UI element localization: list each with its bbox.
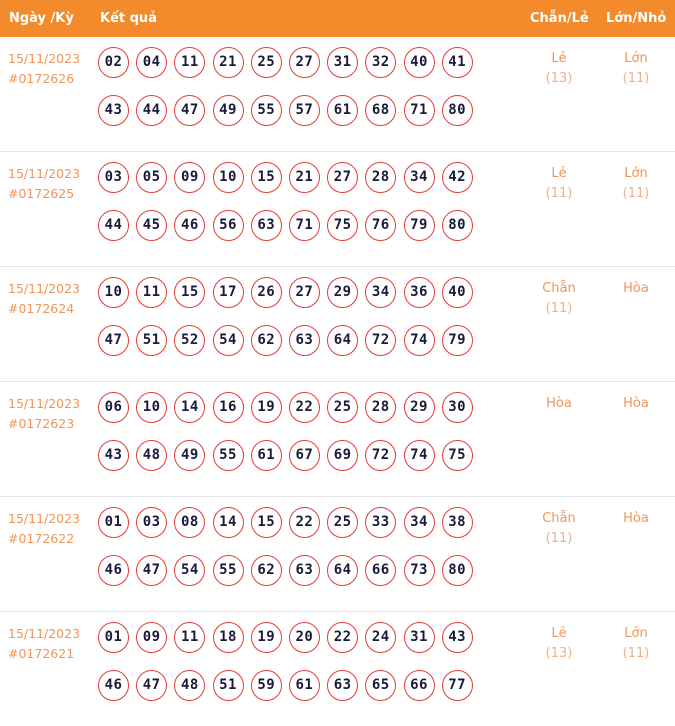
number-ball: 54: [174, 555, 205, 586]
number-ball: 75: [442, 440, 473, 471]
number-ball: 47: [174, 95, 205, 126]
number-ball: 61: [327, 95, 358, 126]
draw-date: 15/11/2023: [8, 51, 81, 66]
number-ball: 29: [404, 392, 435, 423]
number-ball: 14: [174, 392, 205, 423]
number-ball: 63: [251, 210, 282, 241]
chan-le-count: (11): [545, 186, 573, 201]
number-ball: 67: [289, 440, 320, 471]
number-ball: 51: [136, 325, 167, 356]
header-chan-le: Chẵn/Lẻ: [530, 11, 589, 26]
number-ball: 01: [98, 622, 129, 653]
chan-le-result: Lẻ: [551, 51, 567, 66]
table-body: [0, 37, 675, 726]
number-ball: 80: [442, 210, 473, 241]
number-ball: 15: [174, 277, 205, 308]
number-ball: 57: [289, 95, 320, 126]
number-ball: 29: [327, 277, 358, 308]
number-ball: 43: [442, 622, 473, 653]
chan-le-cell: [528, 394, 590, 414]
number-ball: 75: [327, 210, 358, 241]
number-ball: 74: [404, 325, 435, 356]
number-balls: [98, 507, 488, 603]
number-ball: 04: [136, 47, 167, 78]
lon-nho-result: Lớn: [624, 626, 648, 641]
lon-nho-cell: [606, 624, 666, 664]
number-ball: 64: [327, 555, 358, 586]
number-ball: 26: [251, 277, 282, 308]
table-header: [0, 0, 675, 37]
number-ball: 62: [251, 325, 282, 356]
number-ball: 74: [404, 440, 435, 471]
number-ball: 64: [327, 325, 358, 356]
number-balls: [98, 162, 488, 258]
draw-id: #0172626: [8, 71, 75, 86]
number-ball: 62: [251, 555, 282, 586]
number-ball: 63: [327, 670, 358, 701]
number-ball: 30: [442, 392, 473, 423]
number-ball: 49: [213, 95, 244, 126]
lon-nho-cell: [606, 394, 666, 414]
draw-info: [8, 624, 80, 664]
number-ball: 55: [213, 555, 244, 586]
number-ball: 69: [327, 440, 358, 471]
chan-le-cell: [528, 624, 590, 664]
number-ball: 41: [442, 47, 473, 78]
number-ball: 21: [289, 162, 320, 193]
number-ball: 11: [174, 622, 205, 653]
number-ball: 10: [136, 392, 167, 423]
draw-id: #0172621: [8, 646, 75, 661]
draw-info: [8, 49, 80, 89]
chan-le-cell: [528, 49, 590, 89]
number-ball: 66: [365, 555, 396, 586]
chan-le-cell: [528, 164, 590, 204]
number-ball: 71: [289, 210, 320, 241]
lon-nho-count: (11): [622, 646, 650, 661]
number-ball: 43: [98, 95, 129, 126]
number-ball: 54: [213, 325, 244, 356]
number-ball: 46: [98, 670, 129, 701]
lon-nho-cell: [606, 164, 666, 204]
chan-le-result: Chẵn: [542, 511, 576, 526]
number-ball: 52: [174, 325, 205, 356]
draw-info: [8, 279, 80, 319]
table-row: [0, 497, 675, 612]
chan-le-count: (11): [545, 301, 573, 316]
number-ball: 43: [98, 440, 129, 471]
table-row: [0, 267, 675, 382]
chan-le-result: Lẻ: [551, 166, 567, 181]
number-ball: 09: [136, 622, 167, 653]
number-ball: 05: [136, 162, 167, 193]
number-ball: 55: [251, 95, 282, 126]
number-ball: 34: [404, 162, 435, 193]
number-ball: 44: [136, 95, 167, 126]
number-ball: 45: [136, 210, 167, 241]
number-ball: 68: [365, 95, 396, 126]
number-ball: 61: [251, 440, 282, 471]
number-ball: 55: [213, 440, 244, 471]
number-ball: 19: [251, 392, 282, 423]
number-ball: 25: [251, 47, 282, 78]
number-ball: 27: [289, 277, 320, 308]
number-ball: 18: [213, 622, 244, 653]
lon-nho-result: Lớn: [624, 51, 648, 66]
lon-nho-result: Hòa: [623, 511, 649, 526]
number-ball: 59: [251, 670, 282, 701]
header-date: Ngày /Kỳ: [9, 11, 74, 26]
chan-le-cell: [528, 279, 590, 319]
number-ball: 22: [289, 507, 320, 538]
number-ball: 14: [213, 507, 244, 538]
number-ball: 27: [327, 162, 358, 193]
number-ball: 10: [98, 277, 129, 308]
number-ball: 11: [174, 47, 205, 78]
number-ball: 03: [136, 507, 167, 538]
number-ball: 21: [213, 47, 244, 78]
number-ball: 36: [404, 277, 435, 308]
draw-date: 15/11/2023: [8, 511, 81, 526]
number-ball: 27: [289, 47, 320, 78]
number-ball: 17: [213, 277, 244, 308]
lon-nho-result: Hòa: [623, 396, 649, 411]
number-balls: [98, 622, 488, 718]
lon-nho-cell: [606, 279, 666, 299]
number-ball: 11: [136, 277, 167, 308]
header-lon-nho: Lớn/Nhỏ: [606, 11, 667, 26]
chan-le-cell: [528, 509, 590, 549]
number-ball: 31: [327, 47, 358, 78]
lon-nho-result: Hòa: [623, 281, 649, 296]
number-ball: 15: [251, 507, 282, 538]
chan-le-result: Lẻ: [551, 626, 567, 641]
number-ball: 34: [365, 277, 396, 308]
draw-id: #0172624: [8, 301, 75, 316]
number-ball: 16: [213, 392, 244, 423]
draw-id: #0172623: [8, 416, 75, 431]
number-ball: 15: [251, 162, 282, 193]
number-ball: 73: [404, 555, 435, 586]
number-ball: 34: [404, 507, 435, 538]
table-row: [0, 152, 675, 267]
number-ball: 28: [365, 162, 396, 193]
number-ball: 19: [251, 622, 282, 653]
draw-date: 15/11/2023: [8, 396, 81, 411]
number-ball: 61: [289, 670, 320, 701]
number-ball: 80: [442, 555, 473, 586]
number-ball: 72: [365, 440, 396, 471]
number-ball: 03: [98, 162, 129, 193]
number-ball: 63: [289, 555, 320, 586]
number-ball: 65: [365, 670, 396, 701]
number-ball: 33: [365, 507, 396, 538]
lon-nho-result: Lớn: [624, 166, 648, 181]
lon-nho-cell: [606, 49, 666, 89]
chan-le-count: (13): [545, 646, 573, 661]
chan-le-count: (13): [545, 71, 573, 86]
draw-id: #0172622: [8, 531, 75, 546]
number-ball: 22: [289, 392, 320, 423]
number-ball: 01: [98, 507, 129, 538]
number-balls: [98, 392, 488, 488]
number-ball: 77: [442, 670, 473, 701]
number-ball: 10: [213, 162, 244, 193]
draw-date: 15/11/2023: [8, 281, 81, 296]
number-ball: 28: [365, 392, 396, 423]
number-ball: 48: [136, 440, 167, 471]
table-row: [0, 612, 675, 726]
number-ball: 46: [174, 210, 205, 241]
chan-le-result: Hòa: [546, 396, 572, 411]
number-ball: 47: [98, 325, 129, 356]
header-result: Kết quả: [100, 11, 157, 26]
draw-info: [8, 164, 80, 204]
table-row: [0, 382, 675, 497]
draw-date: 15/11/2023: [8, 626, 81, 641]
number-ball: 48: [174, 670, 205, 701]
number-ball: 76: [365, 210, 396, 241]
number-ball: 25: [327, 392, 358, 423]
number-ball: 08: [174, 507, 205, 538]
table-row: [0, 37, 675, 152]
number-ball: 79: [442, 325, 473, 356]
draw-id: #0172625: [8, 186, 75, 201]
number-ball: 31: [404, 622, 435, 653]
number-ball: 47: [136, 670, 167, 701]
number-ball: 32: [365, 47, 396, 78]
number-ball: 02: [98, 47, 129, 78]
number-ball: 40: [404, 47, 435, 78]
number-balls: [98, 47, 488, 143]
number-ball: 44: [98, 210, 129, 241]
number-ball: 63: [289, 325, 320, 356]
number-ball: 20: [289, 622, 320, 653]
number-ball: 46: [98, 555, 129, 586]
lon-nho-count: (11): [622, 71, 650, 86]
number-ball: 66: [404, 670, 435, 701]
number-ball: 71: [404, 95, 435, 126]
number-ball: 79: [404, 210, 435, 241]
chan-le-count: (11): [545, 531, 573, 546]
number-ball: 09: [174, 162, 205, 193]
draw-info: [8, 394, 80, 434]
number-ball: 22: [327, 622, 358, 653]
number-ball: 51: [213, 670, 244, 701]
number-ball: 38: [442, 507, 473, 538]
number-ball: 25: [327, 507, 358, 538]
number-ball: 06: [98, 392, 129, 423]
lon-nho-count: (11): [622, 186, 650, 201]
lon-nho-cell: [606, 509, 666, 529]
draw-date: 15/11/2023: [8, 166, 81, 181]
number-ball: 49: [174, 440, 205, 471]
number-ball: 56: [213, 210, 244, 241]
number-ball: 47: [136, 555, 167, 586]
number-ball: 40: [442, 277, 473, 308]
number-ball: 42: [442, 162, 473, 193]
number-balls: [98, 277, 488, 373]
chan-le-result: Chẵn: [542, 281, 576, 296]
number-ball: 80: [442, 95, 473, 126]
number-ball: 24: [365, 622, 396, 653]
draw-info: [8, 509, 80, 549]
number-ball: 72: [365, 325, 396, 356]
